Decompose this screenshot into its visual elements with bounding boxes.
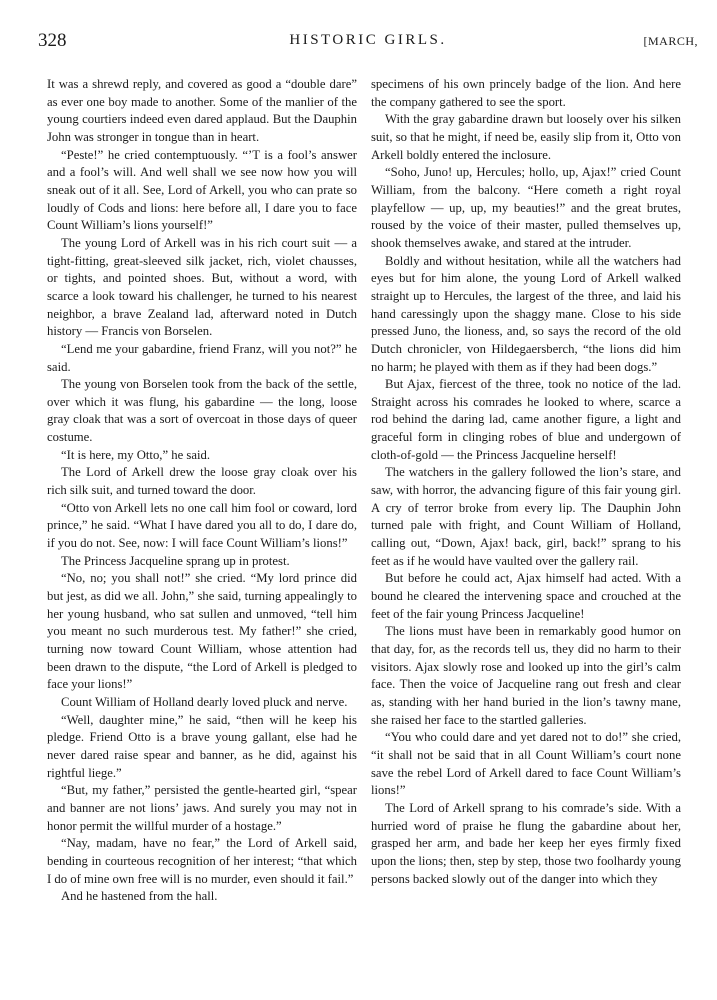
left-column <box>47 76 357 906</box>
paragraph: “But, my father,” persisted the gentle-hearted girl, “spear and banner are not lions’ jaws. And surely you may not in honor permit the willful murder of a hostage.” <box>47 783 357 833</box>
page-number: 328 <box>38 30 67 51</box>
paragraph: specimens of his own princely badge of the lion. And here the company gathered to see the sport. <box>371 77 681 109</box>
paragraph: The lions must have been in remarkably good humor on that day, for, as the records tell us, they did no harm to their visitors. Ajax slowly rose and looked up into the girl’s calm face. Then the voice of Jacqueline rang out fresh and clear as, standing with her hand buried in the lion’s tawny mane, she raised her face to the startled galleries. <box>371 624 681 727</box>
paragraph: Count William of Holland dearly loved pluck and nerve. <box>61 694 348 709</box>
paragraph: The young von Borselen took from the back of the settle, over which it was flung, his gabardine — the long, loose gray cloak that was a sort of overcoat in those days of queer costume. <box>47 377 357 445</box>
paragraph: The watchers in the gallery followed the lion’s stare, and saw, with horror, the advancing figure of this fair young girl. A cry of terror broke from every lip. The Dauphin John turned pale with fright, and Count William of Holland, calling out, “Down, Ajax! back, girl, back!” sprang to his feet as if he would have vaulted over the gallery rail. <box>371 465 681 568</box>
paragraph: “Peste!” he cried contemptuously. “’T is a fool’s answer and a fool’s will. And well shall we see now how you will sneak out of it all. See, Lord of Arkell, you who can prate so loudly of Cods and lions: here before all, I dare you to face Count William’s lions yourself!” <box>47 147 357 233</box>
paragraph: The young Lord of Arkell was in his rich court suit — a tight-fitting, great-sleeved silk jacket, rich, violet chausses, or tights, and pointed shoes. But, without a word, with scarce a look toward his challenger, he turned to his nearest neighbor, a brave Zealand lad, afterward noted in Dutch history — Francis von Borselen. <box>47 235 357 339</box>
paragraph: It was a shrewd reply, and covered as good a “double dare” as ever one boy made to another. Some of the manlier of the young courtiers indeed even dared applaud. But the Dauphin John was stronger in tongue than in heart. <box>47 77 357 144</box>
issue-month: [MARCH, <box>643 34 698 48</box>
paragraph: But before he could act, Ajax himself had acted. With a bound he cleared the intervening space and crouched at the feet of the fair young Princess Jacqueline! <box>371 571 681 621</box>
paragraph: But Ajax, fiercest of the three, took no notice of the lad. Straight across his comrades he looked to where, scarce a rod behind the daring lad, came another figure, a light and graceful form in clinging robes of blue and undergown of cloth-of-gold — the Princess Jacqueline herself! <box>371 377 681 462</box>
right-column <box>371 76 681 888</box>
paragraph: “No, no; you shall not!” she cried. “My lord prince did but jest, as did we all. John,” she said, turning appealingly to her young husband, who sat sullen and unmoved, “tell him you meant no such murderous test. My father!” she cried, turning now toward Count William, whose attention had been drawn to the dispute, “the Lord of Arkell is pledged to face your lions!” <box>47 571 357 692</box>
paragraph: And he hastened from the hall. <box>61 889 218 904</box>
paragraph: The Lord of Arkell drew the loose gray cloak over his rich silk suit, and turned toward the door. <box>47 465 357 498</box>
paragraph: The Princess Jacqueline sprang up in protest. <box>61 553 290 568</box>
paragraph: With the gray gabardine drawn but loosely over his silken suit, so that he might, if need be, easily slip from it, Otto von Arkell boldly entered the inclosure. <box>371 112 681 162</box>
paragraph: “Lend me your gabardine, friend Franz, will you not?” he said. <box>47 341 357 374</box>
paragraph: The Lord of Arkell sprang to his comrade’s side. With a hurried word of praise he flung the gabardine about her, grasped her arm, and bade her keep her eyes firmly fixed upon the lions; then, step by step, those two foolhardy young persons backed slowly out of the danger into which they <box>371 800 681 886</box>
paragraph: “Otto von Arkell lets no one call him fool or coward, lord prince,” he said. “What I have dared you all to do, I dare do, if you do not. See, now: I will face Count William’s lions!” <box>47 500 357 551</box>
paragraph: “Soho, Juno! up, Hercules; hollo, up, Ajax!” cried Count William, from the balcony. “Here cometh a right royal playfellow — up, up, my beauties!” and the great brutes, roused by the voice of their master, pulled themselves up, shook themselves awake, and stared at the intruder. <box>371 165 681 250</box>
paragraph: “It is here, my Otto,” he said. <box>61 447 211 462</box>
running-title: HISTORIC GIRLS. <box>289 32 447 48</box>
paragraph: “Well, daughter mine,” he said, “then will he keep his pledge. Friend Otto is a brave young gallant, else had he never dared raise spear and banner, as he did, against his rightful liege.” <box>47 712 357 780</box>
paragraph: “You who could dare and yet dared not to do!” she cried, “it shall not be said that in all Count William’s court none save the rebel Lord of Arkell dared to face Count William’s lions!” <box>371 730 681 798</box>
paragraph: Boldly and without hesitation, while all the watchers had eyes but for him alone, the young Lord of Arkell walked straight up to Hercules, the largest of the three, and laid his hand caressingly upon the shaggy mane. Close to his side pressed Juno, the lioness, and, so says the record of the old Dutch chronicler, von Hildegaersberch, “the lions did him no harm; he played with them as if they had been dogs.” <box>371 253 681 374</box>
paragraph: “Nay, madam, have no fear,” the Lord of Arkell said, bending in courteous recognition of her interest; “that which I do of mine own free will is no murder, even should it fail.” <box>47 836 357 886</box>
running-header <box>38 30 698 54</box>
